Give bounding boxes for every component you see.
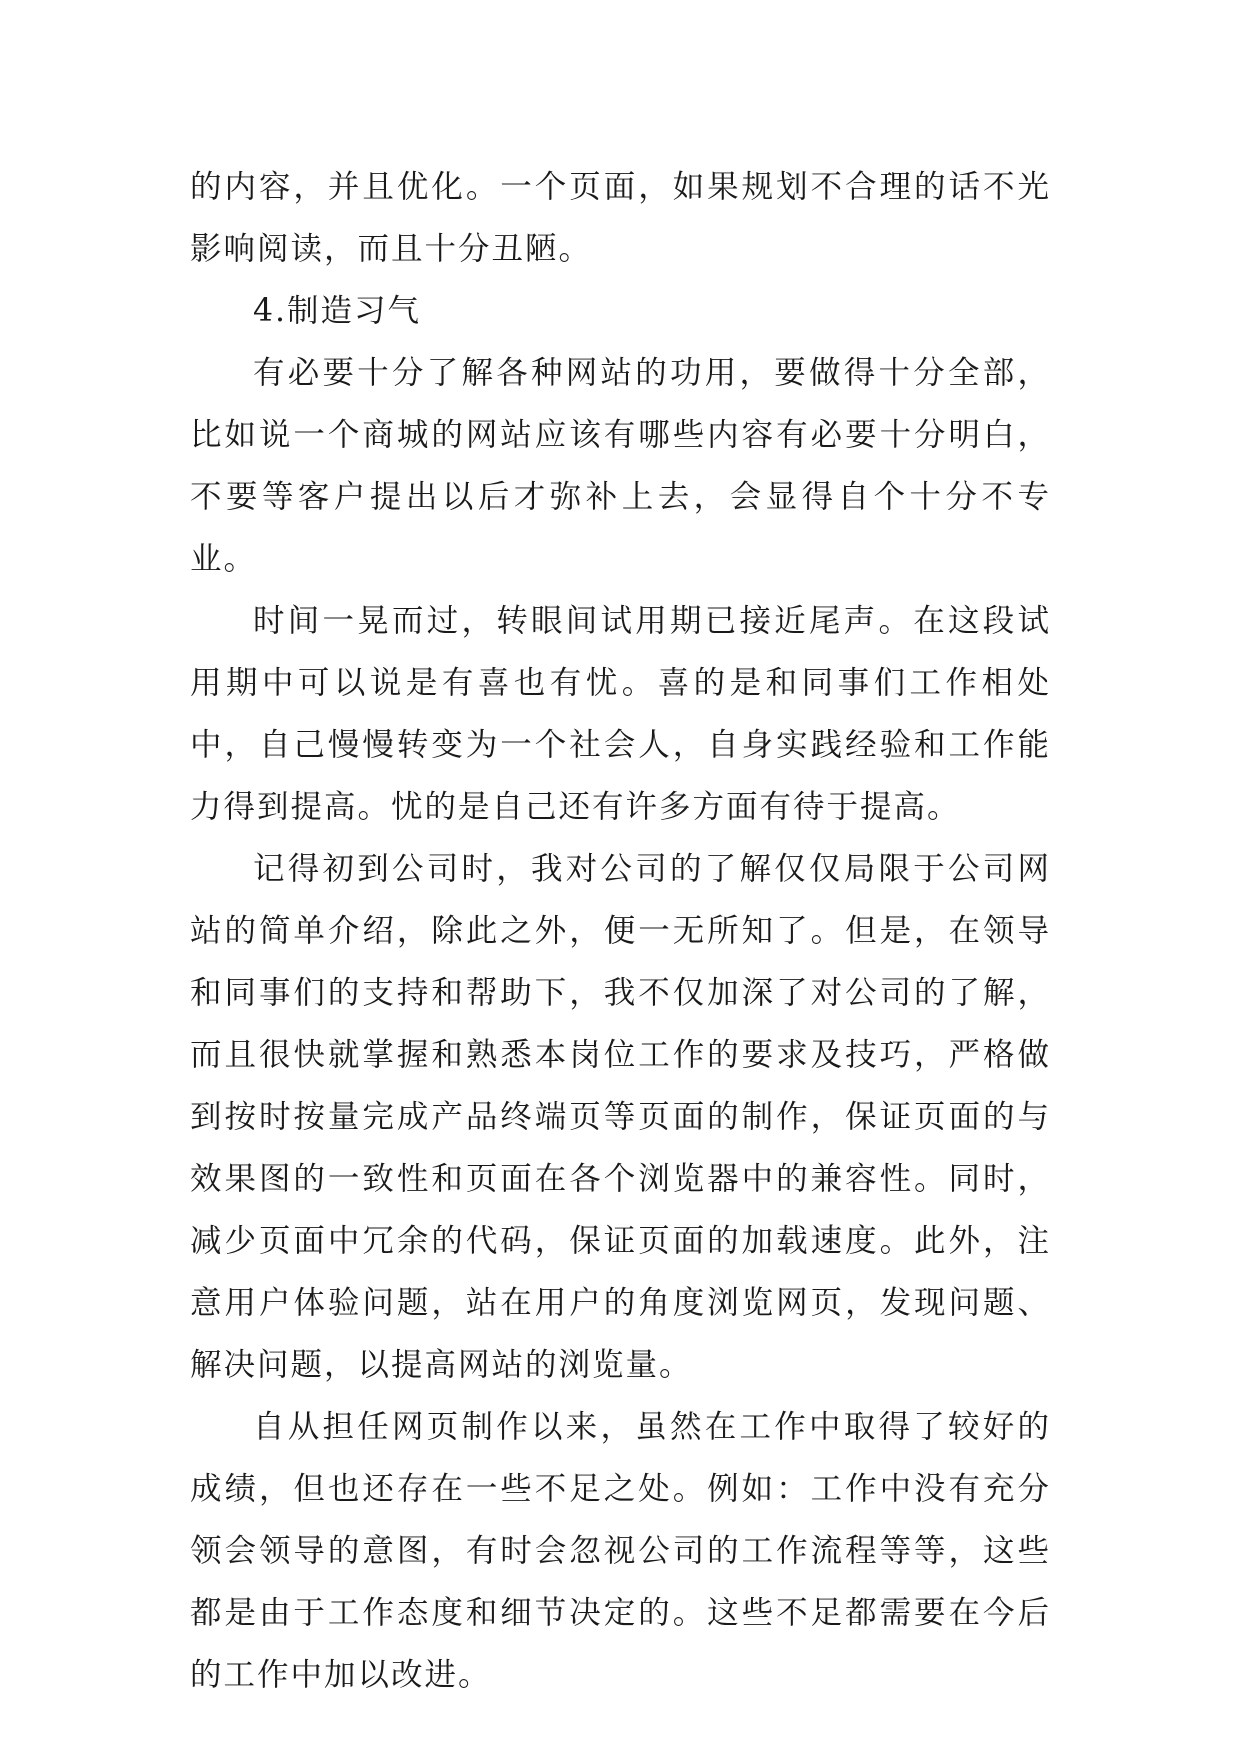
paragraph: 记得初到公司时，我对公司的了解仅仅局限于公司网站的简单介绍，除此之外，便一无所知了。但是，在领导和同事们的支持和帮助下，我不仅加深了对公司的了解，而且很快就掌握和熟悉本岗位工作的要求及技巧，严格做到按时按量完成产品终端页等页面的制作，保证页面的与效果图的一致性和页面在各个浏览器中的兼容性。同时，减少页面中冗余的代码，保证页面的加载速度。此外，注意用户体验问题，站在用户的角度浏览网页，发现问题、解决问题，以提高网站的浏览量。 (190, 851, 1051, 1383)
paragraph: 有必要十分了解各种网站的功用，要做得十分全部，比如说一个商城的网站应该有哪些内容有必要十分明白，不要等客户提出以后才弥补上去，会显得自个十分不专业。 (190, 355, 1051, 577)
paragraph: 时间一晃而过，转眼间试用期已接近尾声。在这段试用期中可以说是有喜也有忧。喜的是和同事们工作相处中，自己慢慢转变为一个社会人，自身实践经验和工作能力得到提高。忧的是自己还有许多方面有待于提高。 (190, 603, 1051, 825)
body-text (190, 156, 1051, 1706)
paragraph: 自从担任网页制作以来，虽然在工作中取得了较好的成绩，但也还存在一些不足之处。例如：工作中没有充分领会领导的意图，有时会忽视公司的工作流程等等，这些都是由于工作态度和细节决定的。这些不足都需要在今后的工作中加以改进。 (190, 1409, 1051, 1693)
section-heading: 4.制造习气 (253, 293, 422, 329)
paragraph-continuation: 的内容，并且优化。一个页面，如果规划不合理的话不光影响阅读，而且十分丑陋。 (190, 169, 1051, 267)
